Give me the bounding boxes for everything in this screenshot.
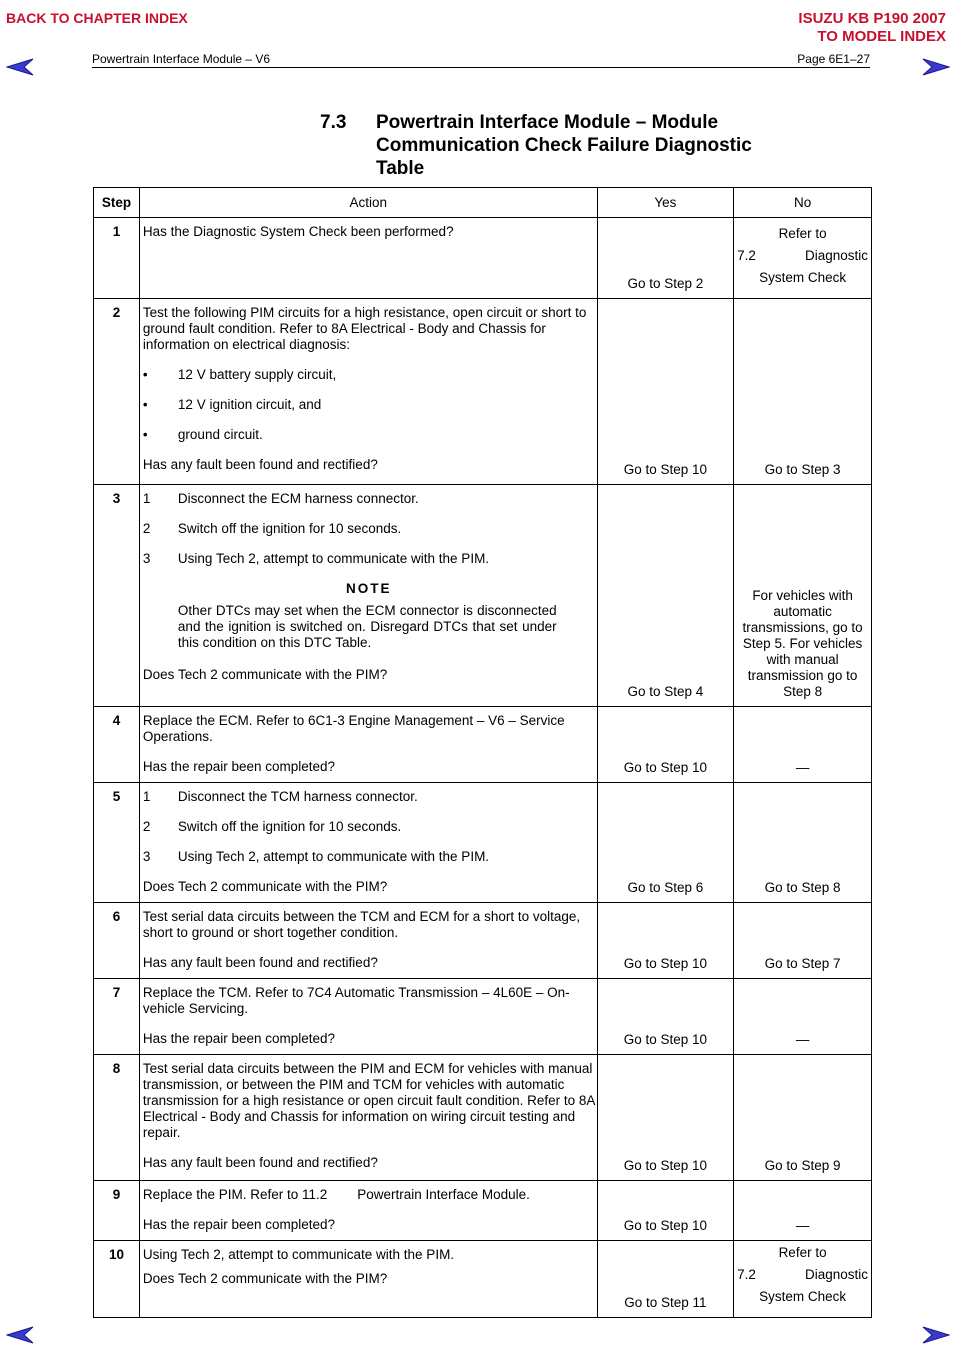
- list-item: 2 Switch off the ignition for 10 seconds.: [142, 819, 402, 834]
- yes-result: Go to Step 10: [623, 1032, 708, 1047]
- action-question: Does Tech 2 communicate with the PIM?: [142, 1271, 388, 1286]
- yes-result: Go to Step 10: [623, 1158, 708, 1173]
- step-number: 10: [108, 1247, 124, 1262]
- section-heading: Powertrain Interface Module – Module Communication Check Failure Diagnostic Table: [376, 112, 752, 179]
- no-result: For vehicles with automatic transmissions, go to Step 5. For vehicles with manual transmission go to Step 8: [742, 588, 863, 699]
- column-header-no: No: [734, 188, 872, 218]
- column-header-step: Step: [94, 188, 140, 218]
- action-instruction: Using Tech 2, attempt to communicate with the PIM.: [142, 1247, 455, 1262]
- no-result: Go to Step 3: [764, 462, 841, 477]
- step-number: 3: [112, 491, 121, 506]
- action-question: Has the Diagnostic System Check been performed?: [142, 224, 454, 239]
- list-item: 1 Disconnect the TCM harness connector.: [142, 789, 418, 804]
- action-question: Has the repair been completed?: [142, 1217, 336, 1232]
- step-number: 5: [112, 789, 121, 804]
- running-header-title: Powertrain Interface Module – V6: [92, 52, 271, 66]
- model-index-label: TO MODEL INDEX: [817, 28, 946, 45]
- table-row: [94, 1181, 872, 1241]
- header-divider: [92, 67, 870, 68]
- action-question: Has any fault been found and rectified?: [142, 457, 378, 472]
- no-result: Go to Step 8: [764, 880, 841, 895]
- list-item: 3 Using Tech 2, attempt to communicate with the PIM.: [142, 849, 490, 864]
- yes-result: Go to Step 10: [623, 956, 708, 971]
- diagnostic-table: [93, 187, 872, 1318]
- action-question: Does Tech 2 communicate with the PIM?: [142, 667, 388, 682]
- column-header-yes: Yes: [597, 188, 734, 218]
- next-page-arrow-icon-bottom[interactable]: [922, 1326, 950, 1344]
- table-header-row: [94, 188, 872, 218]
- page-number: Page 6E1–27: [797, 52, 870, 66]
- column-header-action: Action: [139, 188, 597, 218]
- list-item: • 12 V ignition circuit, and: [143, 397, 595, 413]
- action-instruction: Replace the ECM. Refer to 6C1-3 Engine Management – V6 – Service Operations.: [142, 713, 565, 744]
- table-row: [94, 299, 872, 485]
- to-model-index-link[interactable]: [798, 10, 946, 46]
- yes-result: Go to Step 10: [623, 1218, 708, 1233]
- table-row: [94, 707, 872, 783]
- step-number: 6: [112, 909, 121, 924]
- step-number: 8: [112, 1061, 121, 1076]
- table-row: [94, 218, 872, 299]
- table-row: [94, 903, 872, 979]
- action-question: Has the repair been completed?: [142, 1031, 336, 1046]
- step-number: 4: [112, 713, 121, 728]
- step-number: 7: [112, 985, 121, 1000]
- previous-page-arrow-icon[interactable]: [6, 58, 34, 76]
- no-result: Go to Step 7: [764, 956, 841, 971]
- section-title: [320, 111, 776, 180]
- action-instruction: Test serial data circuits between the PIM and ECM for vehicles with manual transmission, or between the PIM and TCM for vehicles with automatic transmission for a high resistance or open circuit fault condition. Refer to 8A Electrical - Body and Chassis for information on wiring circuit testing and repair.: [142, 1061, 595, 1140]
- action-instruction: Test serial data circuits between the TCM and ECM for a short to voltage, short to ground or short together condition.: [142, 909, 581, 940]
- no-result: Go to Step 9: [764, 1158, 841, 1173]
- list-item: • 12 V battery supply circuit,: [143, 367, 595, 383]
- yes-result: Go to Step 2: [627, 276, 704, 291]
- list-item: 3 Using Tech 2, attempt to communicate with the PIM.: [142, 551, 490, 566]
- table-row: [94, 1055, 872, 1181]
- list-item: 1 Disconnect the ECM harness connector.: [142, 491, 419, 506]
- no-result: Refer to 7.2 Diagnostic System Check: [737, 226, 868, 285]
- yes-result: Go to Step 10: [623, 760, 708, 775]
- table-row: [94, 783, 872, 903]
- yes-result: Go to Step 6: [627, 880, 704, 895]
- action-instruction: Replace the PIM. Refer to 11.2 Powertrain Interface Module.: [142, 1187, 530, 1202]
- no-result: —: [795, 1218, 810, 1233]
- action-question: Does Tech 2 communicate with the PIM?: [142, 879, 388, 894]
- yes-result: Go to Step 10: [623, 462, 708, 477]
- section-number: 7.3: [320, 112, 347, 133]
- action-question: Has any fault been found and rectified?: [142, 955, 378, 970]
- step-number: 2: [112, 305, 121, 320]
- step-number: 9: [112, 1187, 121, 1202]
- action-question: Has any fault been found and rectified?: [142, 1155, 378, 1170]
- list-item: • ground circuit.: [143, 427, 595, 443]
- no-result: —: [795, 760, 810, 775]
- yes-result: Go to Step 11: [624, 1295, 707, 1310]
- action-question: Has the repair been completed?: [142, 759, 336, 774]
- yes-result: Go to Step 4: [627, 684, 704, 699]
- next-page-arrow-icon[interactable]: [922, 58, 950, 76]
- note-heading: NOTE: [346, 581, 392, 596]
- list-item: 2 Switch off the ignition for 10 seconds.: [142, 521, 402, 536]
- table-row: [94, 979, 872, 1055]
- model-name: ISUZU KB P190 2007: [798, 10, 946, 27]
- back-to-chapter-index-link[interactable]: BACK TO CHAPTER INDEX: [6, 10, 188, 26]
- table-row: [94, 485, 872, 707]
- previous-page-arrow-icon-bottom[interactable]: [6, 1326, 34, 1344]
- no-result: —: [795, 1032, 810, 1047]
- action-instruction: Test the following PIM circuits for a high resistance, open circuit or short to ground fault condition. Refer to 8A Electrical - Body and Chassis for information on electrical diagnosis:: [142, 305, 587, 352]
- step-number: 1: [112, 224, 121, 239]
- table-row: [94, 1241, 872, 1318]
- note-text: Other DTCs may set when the ECM connector is disconnected and the ignition is switched on. Disregard DTCs that set under this condition on this DTC Table.: [177, 603, 557, 650]
- no-result: Refer to 7.2 Diagnostic System Check: [737, 1245, 868, 1304]
- action-instruction: Replace the TCM. Refer to 7C4 Automatic Transmission – 4L60E – On-vehicle Servicing.: [142, 985, 570, 1016]
